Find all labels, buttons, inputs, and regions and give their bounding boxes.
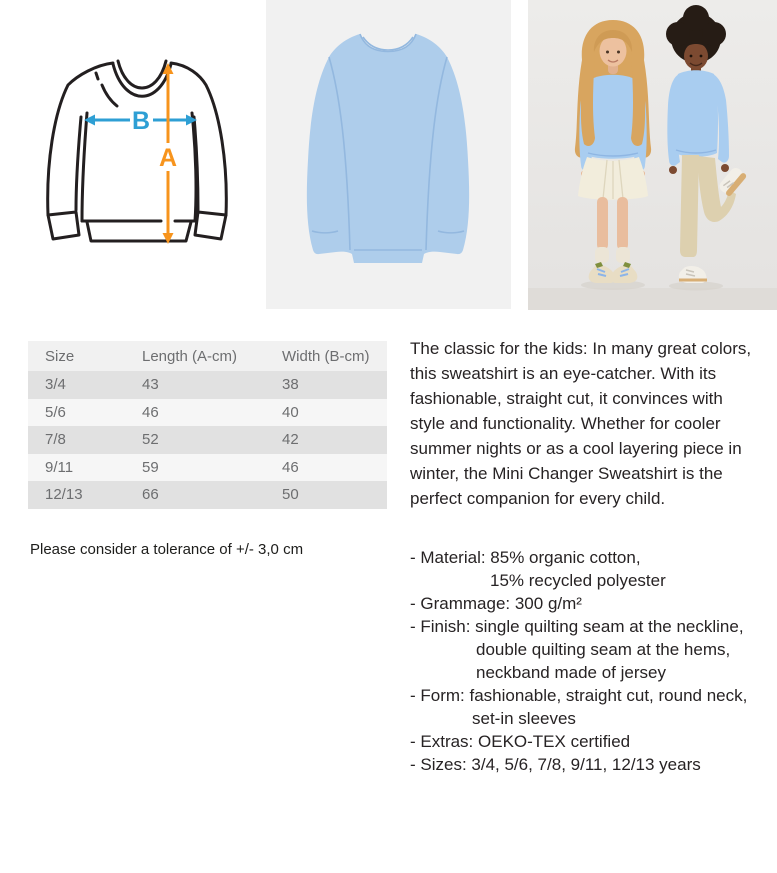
size-table-cell: 3/4 [28,371,125,399]
length-arrow [159,63,177,244]
product-photo [266,0,511,309]
tolerance-note: Please consider a tolerance of +/- 3,0 cm [30,541,304,558]
spec-line: - Form: fashionable, straight cut, round neck, [410,686,748,705]
size-table-row [28,454,387,482]
size-table-row [28,371,387,399]
product-description [410,336,762,511]
size-table-cell: 5/6 [28,399,125,427]
description-line: fashionable, straight cut, it convinces with [410,389,723,408]
spec-line: - Material: 85% organic cotton, [410,548,641,567]
size-table-cell: 43 [125,371,265,399]
length-label: A [158,144,178,172]
description-line: style and functionality. Whether for cooler [410,414,721,433]
size-table-cell: 46 [265,454,387,482]
size-table-cell: 42 [265,426,387,454]
width-arrow [84,107,197,135]
size-table-cell: 9/11 [28,454,125,482]
spec-line: set-in sleeves [472,709,576,728]
product-specs [410,546,770,776]
spec-line: - Sizes: 3/4, 5/6, 7/8, 9/11, 12/13 years [410,755,701,774]
description-line: winter, the Mini Changer Sweatshirt is the [410,464,723,483]
spec-line: - Finish: single quilting seam at the neckline, [410,617,744,636]
size-table-cell: 66 [125,481,265,509]
description-line: The classic for the kids: In many great colors, [410,339,752,358]
col-header-size: Size [28,341,125,371]
col-header-length: Length (A-cm) [125,341,265,371]
description-line: summer nights or as a cool layering piece in [410,439,742,458]
size-table [28,341,387,509]
models-photo [528,0,777,310]
spec-line: 15% recycled polyester [490,571,666,590]
description-line: this sweatshirt is an eye-catcher. With its [410,364,717,383]
size-table-row [28,399,387,427]
size-table-cell: 52 [125,426,265,454]
spec-line: - Extras: OEKO-TEX certified [410,732,631,751]
size-table-cell: 40 [265,399,387,427]
size-diagram-image [0,0,252,310]
sweatshirt-sketch [34,51,240,259]
size-table-cell: 59 [125,454,265,482]
col-header-width: Width (B-cm) [265,341,387,371]
spec-line: double quilting seam at the hems, [476,640,731,659]
seam-dash [102,85,117,106]
size-table-cell: 38 [265,371,387,399]
size-table-cell: 7/8 [28,426,125,454]
size-table-cell: 12/13 [28,481,125,509]
width-label: B [131,107,151,135]
size-table-row [28,426,387,454]
size-table-header-row [28,341,387,371]
kids-illustration [528,0,777,310]
seam-dash [96,73,98,79]
description-line: perfect companion for every child. [410,489,666,508]
size-table-row [28,481,387,509]
size-table-cell: 50 [265,481,387,509]
spec-line: neckband made of jersey [476,663,666,682]
spec-line: - Grammage: 300 g/m² [410,594,582,613]
product-sweatshirt [266,0,511,309]
size-table-cell: 46 [125,399,265,427]
